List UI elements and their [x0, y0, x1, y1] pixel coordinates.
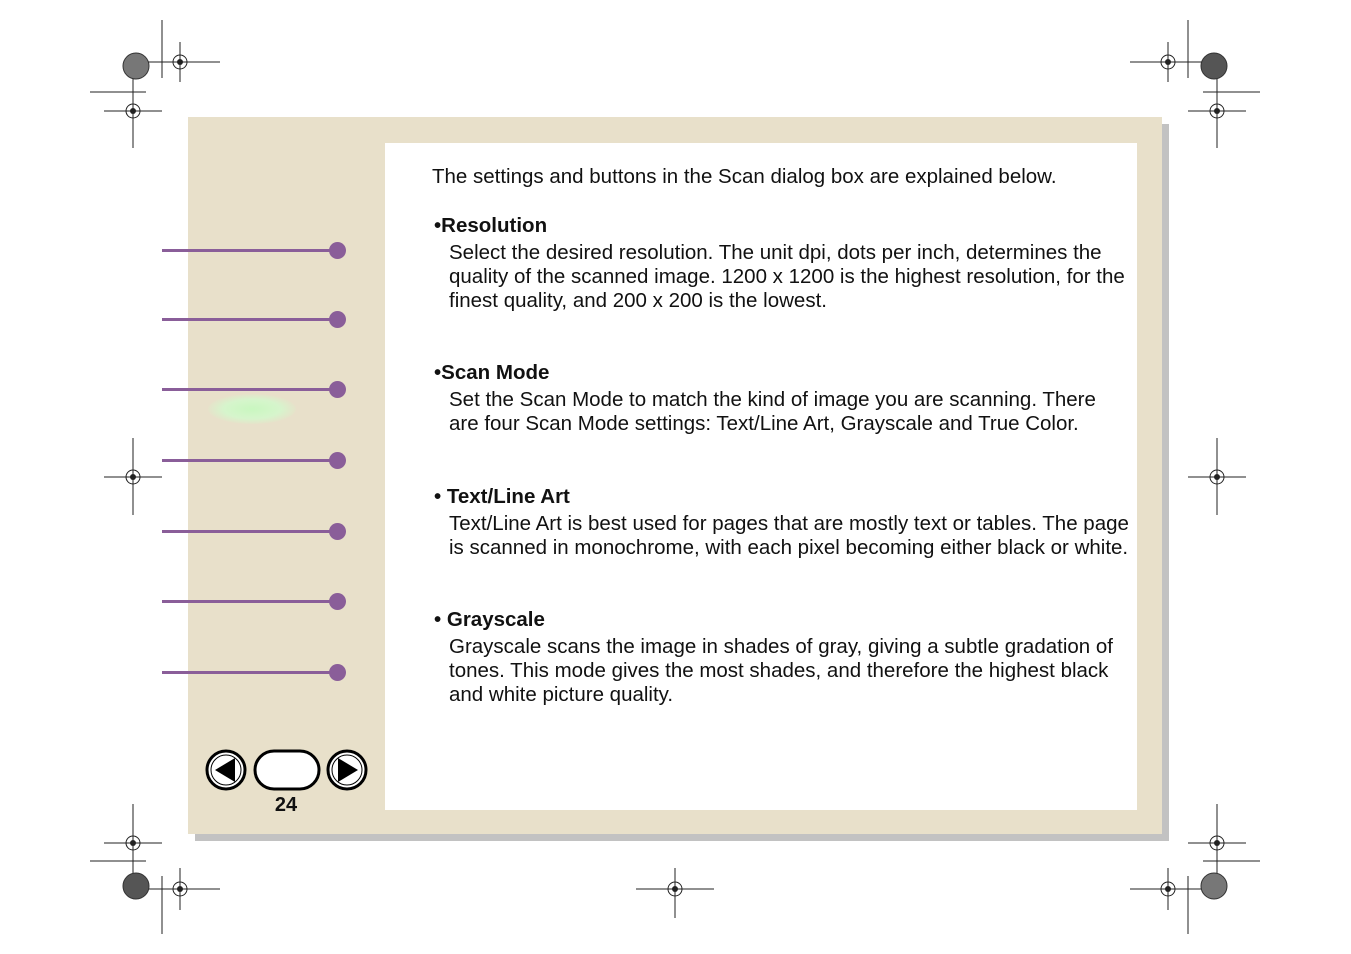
section-body: Select the desired resolution. The unit dpi, dots per inch, determines the quality of the scanned image. 1200 x 1200 is the highest resolution, for the finest quality, and 200 x 200 is the lowest.: [449, 241, 1125, 312]
next-page-button[interactable]: [326, 749, 370, 791]
section-heading: •Resolution: [434, 214, 548, 237]
chapter-tab-line[interactable]: [162, 530, 332, 533]
content-area: [385, 143, 1137, 810]
chapter-tab-line[interactable]: [162, 600, 332, 603]
registration-disc: [1201, 873, 1227, 899]
section-heading: • Grayscale: [434, 608, 545, 631]
section-scan-mode: [434, 361, 1129, 436]
section-heading: •Scan Mode: [434, 361, 550, 384]
chapter-tab-dot[interactable]: [329, 242, 346, 259]
chapter-tab-line[interactable]: [162, 318, 332, 321]
registration-disc: [1201, 53, 1227, 79]
page-number: 24: [274, 794, 298, 816]
current-chapter-highlight: [208, 394, 296, 424]
registration-disc: [123, 53, 149, 79]
chapter-tab-dot[interactable]: [329, 593, 346, 610]
section-body: Grayscale scans the image in shades of gray, giving a subtle gradation of tones. This mode gives the most shades, and therefore the highest black and white picture quality.: [449, 635, 1113, 706]
section-resolution: [434, 214, 1129, 313]
section-grayscale: [434, 608, 1129, 707]
chapter-tab-dot[interactable]: [329, 381, 346, 398]
section-body: Set the Scan Mode to match the kind of image you are scanning. There are four Scan Mode settings: Text/Line Art, Grayscale and True Color.: [449, 388, 1096, 435]
chapter-tab-line[interactable]: [162, 249, 332, 252]
chapter-tab-line[interactable]: [162, 671, 332, 674]
contents-button[interactable]: [253, 749, 323, 791]
chapter-tab-line[interactable]: [162, 459, 332, 462]
chapter-tab-dot[interactable]: [329, 523, 346, 540]
chapter-tab-dot[interactable]: [329, 664, 346, 681]
section-text-line-art: [434, 485, 1129, 560]
chapter-tab-dot[interactable]: [329, 452, 346, 469]
chapter-tab-dot[interactable]: [329, 311, 346, 328]
prev-page-button[interactable]: [205, 749, 249, 791]
chapter-tab-line[interactable]: [162, 388, 332, 391]
section-heading: • Text/Line Art: [434, 485, 570, 508]
intro-text: The settings and buttons in the Scan dialog box are explained below.: [432, 165, 1057, 188]
section-body: Text/Line Art is best used for pages that are mostly text or tables. The page is scanned in monochrome, with each pixel becoming either black or white.: [449, 512, 1129, 559]
registration-disc: [123, 873, 149, 899]
